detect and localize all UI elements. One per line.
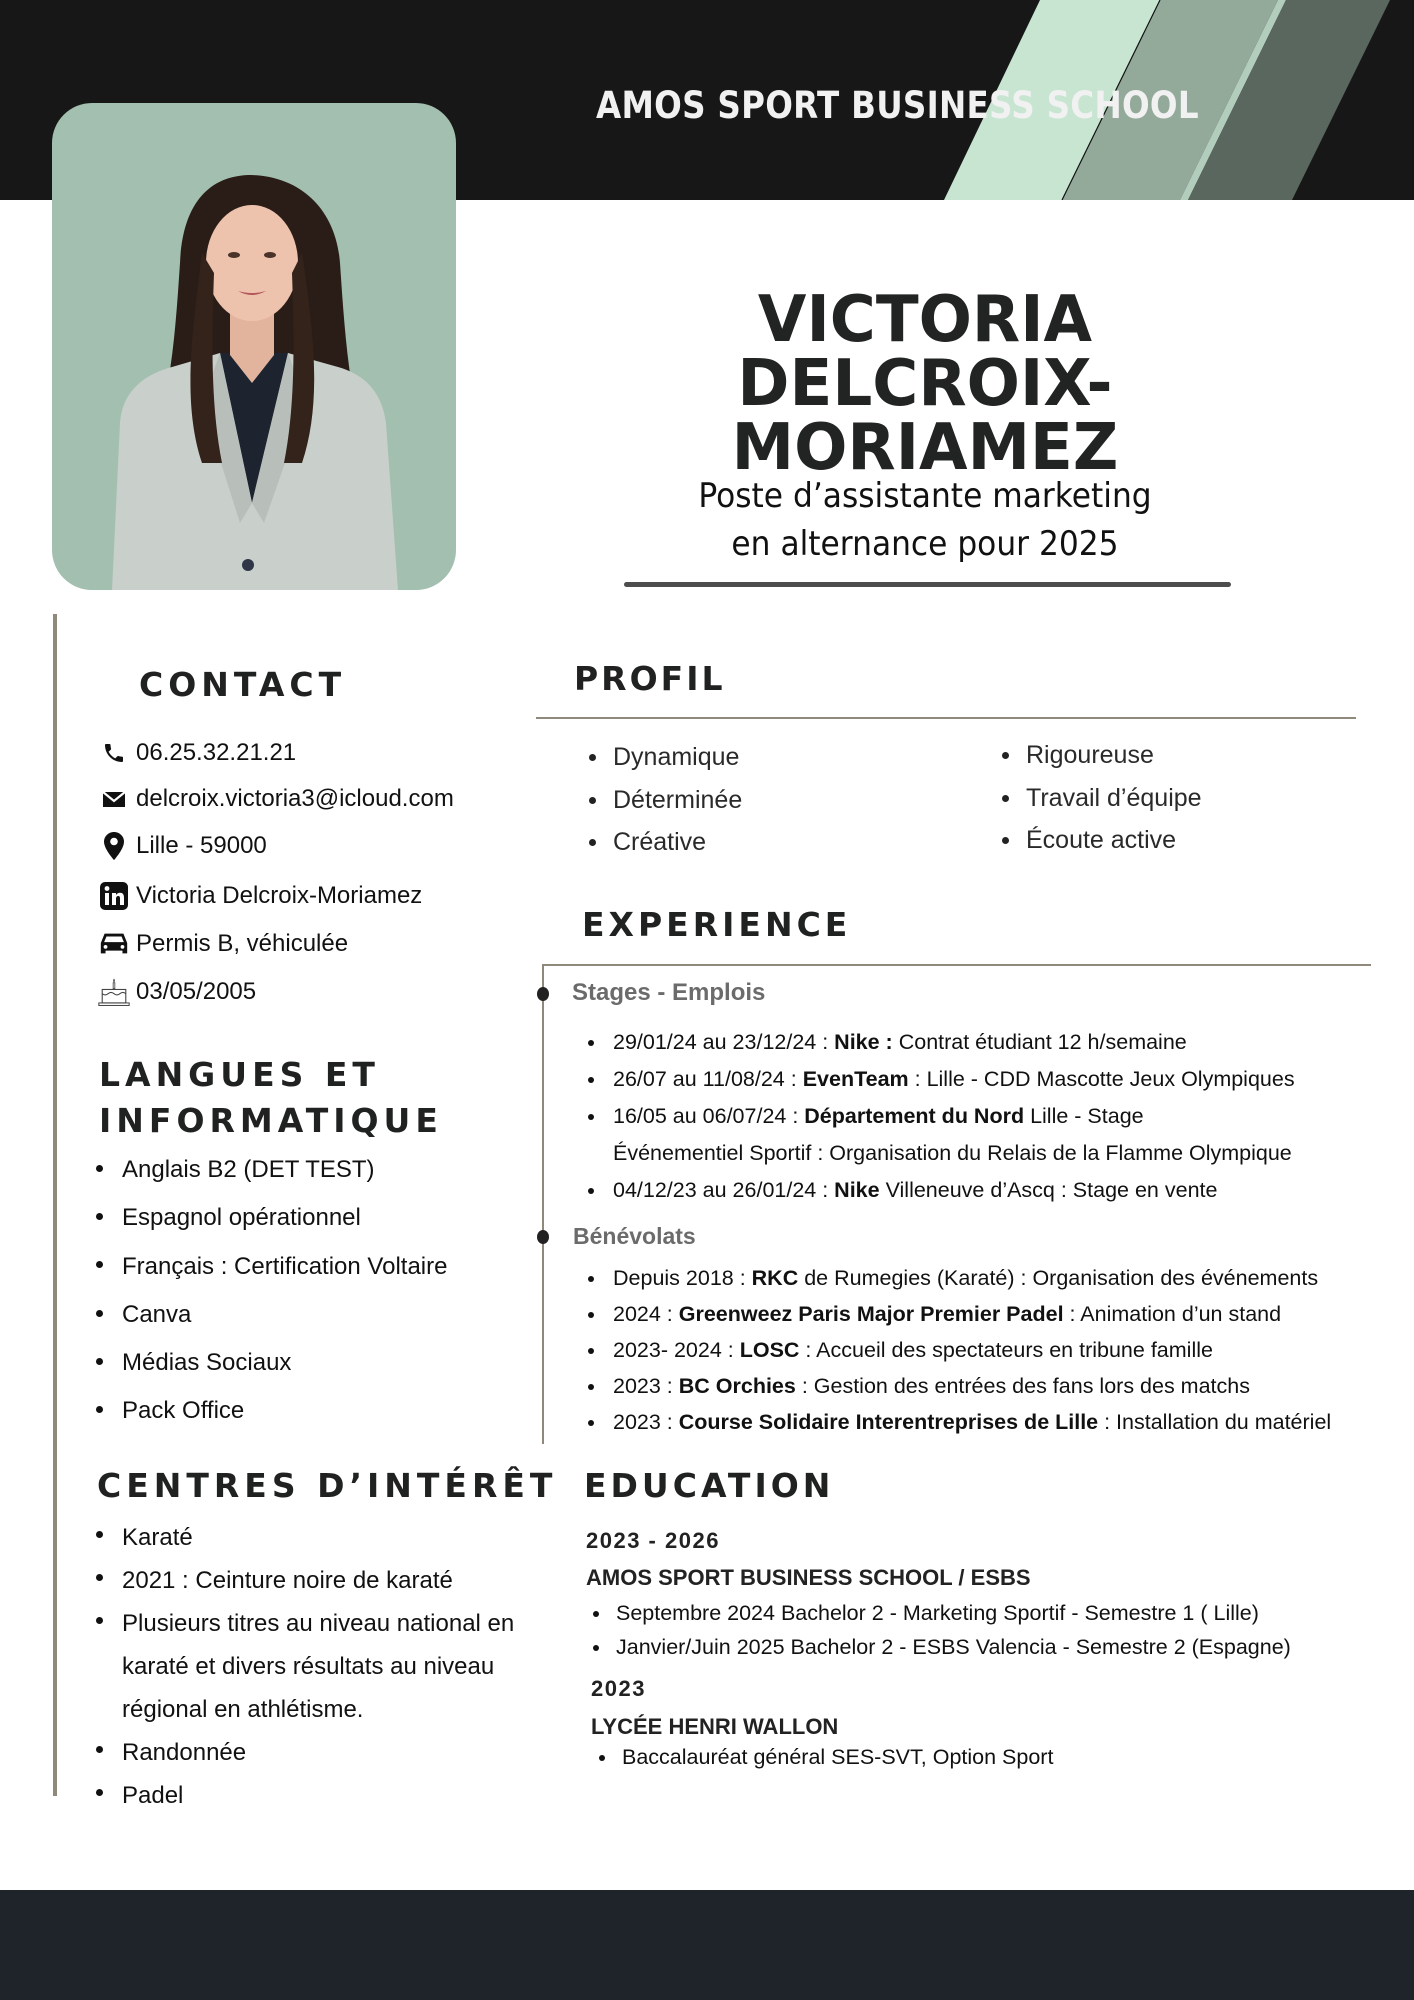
experience-heading: EXPERIENCE (582, 905, 852, 944)
contact-license (98, 928, 348, 960)
education-school: LYCÉE HENRI WALLON (591, 1714, 839, 1739)
birthday-cake-icon (98, 976, 130, 1008)
interests-heading: CENTRES D’INTÉRÊT (97, 1466, 558, 1505)
list-item: Anglais B2 (DET TEST) (96, 1150, 447, 1198)
volunteer-item: 2023 : BC Orchies : Gestion des entrées des fans lors des matchs (583, 1368, 1331, 1404)
profile-photo (52, 103, 456, 590)
trait-item: Dynamique (583, 741, 742, 784)
volunteer-item: 2023 : Course Solidaire Interentreprises de Lille : Installation du matériel (583, 1404, 1331, 1440)
organization: RKC (751, 1266, 799, 1290)
list-item: Pack Office (96, 1391, 447, 1439)
first-name: VICTORIA (757, 283, 1093, 357)
phone-number: 06.25.32.21.21 (136, 739, 297, 766)
volunteer-item: 2024 : Greenweez Paris Major Premier Padel : Animation d’un stand (583, 1296, 1331, 1332)
list-item: Médias Sociaux (96, 1343, 447, 1391)
birthdate-text: 03/05/2005 (136, 978, 257, 1005)
footer-band (0, 1890, 1414, 2000)
employer: Nike : (834, 1030, 893, 1054)
list-item: Canva (96, 1295, 447, 1343)
interests-list (96, 1516, 516, 1817)
education-years: 2023 - 2026 (586, 1528, 720, 1553)
trait-item: Écoute active (996, 824, 1202, 867)
location-text: Lille - 59000 (136, 832, 267, 859)
contact-heading: CONTACT (139, 665, 347, 704)
languages-heading-line-2: INFORMATIQUE (99, 1101, 443, 1140)
trait-item: Rigoureuse (996, 739, 1202, 782)
license-text: Permis B, véhiculée (136, 930, 349, 957)
candidate-name (560, 283, 1290, 485)
education-details (596, 1740, 1053, 1774)
job-item: 26/07 au 11/08/24 : EvenTeam : Lille - CDD Mascotte Jeux Olympiques (583, 1061, 1295, 1098)
phone-icon (98, 737, 130, 769)
job-title-line-1: Poste d’assistante marketing (698, 476, 1152, 516)
portrait-illustration (52, 103, 456, 590)
contact-linkedin[interactable] (98, 880, 422, 912)
profile-divider (536, 717, 1356, 719)
timeline-dot (537, 987, 549, 1001)
trait-item: Créative (583, 826, 742, 869)
timeline-dot (537, 1230, 549, 1244)
last-name: DELCROIX-MORIAMEZ (731, 347, 1119, 485)
education-years: 2023 (591, 1676, 646, 1701)
job-title (589, 472, 1261, 568)
job-item: 16/05 au 06/07/24 : Département du Nord Lille - Stage Événementiel Sportif : Organisation du Relais de la Flamme Olympique (583, 1098, 1295, 1172)
contact-email[interactable] (98, 783, 454, 815)
employer: Département du Nord (804, 1104, 1025, 1128)
experience-timeline (542, 964, 544, 1444)
employer: EvenTeam (802, 1067, 909, 1091)
left-column-rule (53, 614, 57, 1796)
job-title-line-2: en alternance pour 2025 (731, 524, 1119, 564)
car-icon (98, 928, 130, 960)
languages-list (96, 1150, 447, 1440)
organization: Greenweez Paris Major Premier Padel (678, 1302, 1064, 1326)
organization: LOSC (739, 1338, 800, 1362)
list-item: Plusieurs titres au niveau national en karaté et divers résultats au niveau régional en athlétisme. (96, 1602, 516, 1731)
organization: Course Solidaire Interentreprises de Lille (678, 1410, 1099, 1434)
experience-divider (542, 964, 1371, 966)
list-item: Randonnée (96, 1731, 516, 1774)
list-item: Espagnol opérationnel (96, 1198, 447, 1246)
contact-phone[interactable] (98, 737, 296, 769)
education-heading: EDUCATION (584, 1466, 835, 1505)
volunteering-subheading: Bénévolats (573, 1223, 696, 1249)
organization: BC Orchies (678, 1374, 796, 1398)
profile-heading: PROFIL (574, 659, 726, 698)
languages-heading (99, 1052, 443, 1144)
education-item: Janvier/Juin 2025 Bachelor 2 - ESBS Valencia - Semestre 2 (Espagne) (590, 1630, 1291, 1664)
jobs-subheading: Stages - Emplois (572, 979, 766, 1006)
jobs-list (583, 1024, 1295, 1209)
volunteer-item: Depuis 2018 : RKC de Rumegies (Karaté) : Organisation des événements (583, 1260, 1331, 1296)
job-item: 04/12/23 au 26/01/24 : Nike Villeneuve d’Ascq : Stage en vente (583, 1172, 1295, 1209)
profile-traits-column-2 (996, 739, 1202, 867)
list-item: 2021 : Ceinture noire de karaté (96, 1559, 516, 1602)
education-item: Septembre 2024 Bachelor 2 - Marketing Sportif - Semestre 1 ( Lille) (590, 1596, 1291, 1630)
job-item: 29/01/24 au 23/12/24 : Nike : Contrat étudiant 12 h/semaine (583, 1024, 1295, 1061)
volunteer-item: 2023- 2024 : LOSC : Accueil des spectateurs en tribune famille (583, 1332, 1331, 1368)
profile-traits-column-1 (583, 741, 742, 869)
trait-item: Travail d’équipe (996, 782, 1202, 825)
list-item: Français : Certification Voltaire (96, 1247, 447, 1295)
linkedin-name: Victoria Delcroix-Moriamez (136, 882, 423, 909)
location-pin-icon (98, 830, 130, 862)
contact-location (98, 830, 267, 862)
employer: Nike (834, 1178, 880, 1202)
education-details (590, 1596, 1291, 1664)
contact-birthdate (98, 976, 256, 1008)
email-address: delcroix.victoria3@icloud.com (136, 785, 454, 812)
languages-heading-line-1: LANGUES ET (99, 1055, 380, 1094)
education-item: Baccalauréat général SES-SVT, Option Sport (596, 1740, 1053, 1774)
volunteering-list (583, 1260, 1331, 1440)
title-divider (624, 582, 1231, 587)
trait-item: Déterminée (583, 784, 742, 827)
list-item: Padel (96, 1774, 516, 1817)
school-name: AMOS SPORT BUSINESS SCHOOL (596, 84, 1199, 127)
list-item: Karaté (96, 1516, 516, 1559)
email-icon (98, 783, 130, 815)
education-school: AMOS SPORT BUSINESS SCHOOL / ESBS (586, 1565, 1031, 1590)
linkedin-icon (98, 880, 130, 912)
